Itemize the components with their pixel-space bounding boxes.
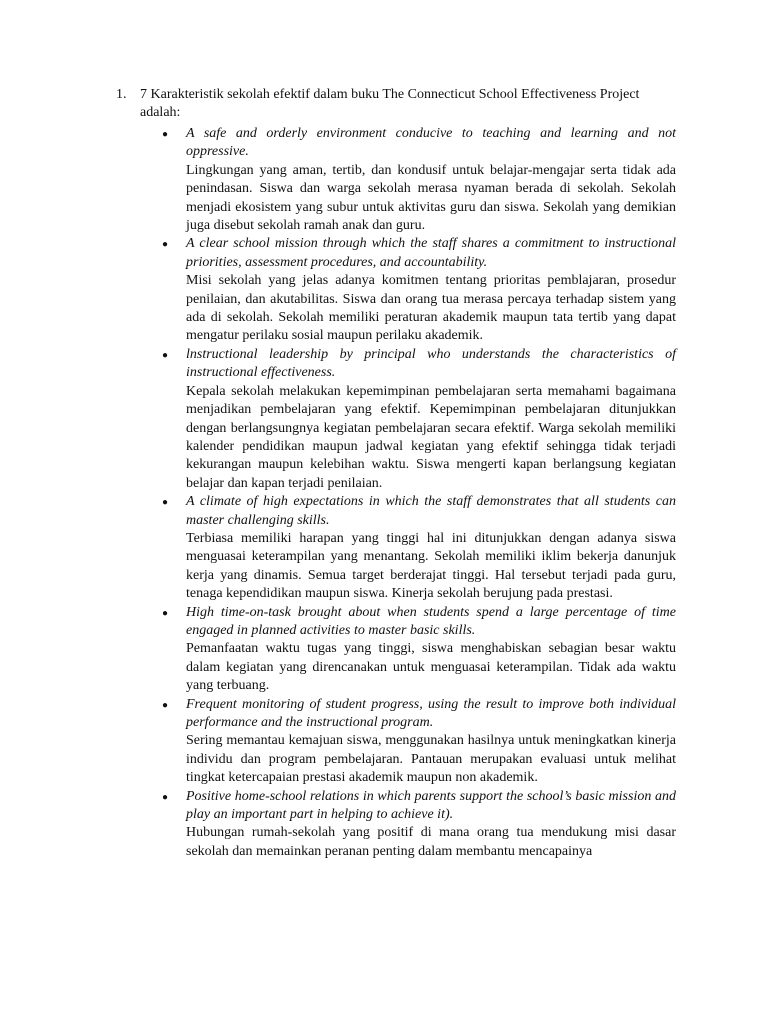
- bullet-point-1: [162, 125, 676, 235]
- bullet-point-3: [162, 346, 676, 493]
- bullet-point-5: [162, 604, 676, 696]
- point-indonesian-text: Kepala sekolah melakukan kepemimpinan pembelajaran serta memahami bagaimana menjadikan pembelajaran yang efektif. Kepemimpinan pembelajaran ditunjukkan dengan berlangsungnya kegiatan pembelajaran secara efektif. Warga sekolah memiliki kalender pendidikan maupun jadwal kegiatan yang efektif sehingga tidak terjadi kekurangan maupun kelebihan waktu. Siswa mengerti kapan berlangsung kegiatan belajar dan kapan terjadi penilaian.: [186, 383, 676, 491]
- bullet-point-4: [162, 493, 676, 603]
- point-english-text: High time-on-task brought about when students spend a large percentage of time engaged in planned activities to master basic skills.: [186, 604, 676, 638]
- point-indonesian-text: Terbiasa memiliki harapan yang tinggi hal ini ditunjukkan dengan adanya siswa menguasai keterampilan yang menantang. Sekolah memiliki iklim bekerja danunjuk kerja yang dinamis. Semua target berderajat tinggi. Hal tersebut terjadi pada guru, tenaga kependidikan maupun siswa. Kinerja sekolah berujung pada prestasi.: [186, 530, 676, 602]
- bullet-icon: ●: [162, 239, 169, 251]
- bullet-icon: ●: [162, 129, 169, 140]
- bullet-icon: ●: [162, 349, 169, 361]
- bullet-icon: ●: [162, 497, 169, 509]
- point-english-text: A safe and orderly environment conducive to teaching and learning and not oppressive.: [186, 126, 676, 160]
- bullet-icon: ●: [162, 791, 169, 803]
- item-title: 7 Karakteristik sekolah efektif dalam buku The Connecticut School Effectiveness Project adalah:: [140, 87, 640, 121]
- point-indonesian-text: Misi sekolah yang jelas adanya komitmen tentang prioritas pemblajaran, prosedur penilaian, dan akutabilitas. Siswa dan orang tua merasa percaya terhadap sistem yang ada di sekolah. Sekolah memiliki peraturan akademik maupun tata tertib yang dapat mengatur perilaku sosial maupun perilaku akademik.: [186, 273, 676, 344]
- point-indonesian-text: Sering memantau kemajuan siswa, menggunakan hasilnya untuk meningkatkan kinerja individu dan program pembelajaran. Pantauan merupakan evaluasi untuk melihat tingkat ketercapaian prestasi akademik maupun non akademik.: [186, 733, 676, 786]
- point-indonesian-text: Lingkungan yang aman, tertib, dan kondusif untuk belajar-mengajar serta tidak ada penindasan. Siswa dan warga sekolah merasa nyaman berada di sekolah. Sekolah menjadi ekosistem yang subur untuk aktivitas guru dan siswa. Sekolah yang demikian juga disebut sekolah ramah anak dan guru.: [186, 162, 676, 234]
- bullet-point-2: [162, 235, 676, 345]
- bullet-icon: ●: [162, 607, 169, 619]
- point-indonesian-text: Hubungan rumah-sekolah yang positif di mana orang tua mendukung misi dasar sekolah dan memainkan peranan penting dalam membantu mencapainya: [186, 825, 676, 859]
- point-english-text: Frequent monitoring of student progress, using the result to improve both individual performance and the instructional program.: [186, 696, 676, 730]
- point-indonesian-text: Pemanfaatan waktu tugas yang tinggi, siswa menghabiskan sebagian besar waktu dalam kegiatan yang direncanakan untuk menguasai keterampilan. Tidak ada waktu yang terbuang.: [186, 641, 676, 694]
- bullet-icon: ●: [162, 699, 169, 711]
- point-english-text: lnstructional leadership by principal who understands the characteristics of instructional effectiveness.: [186, 346, 676, 381]
- point-english-text: A climate of high expectations in which the staff demonstrates that all students can master challenging skills.: [186, 494, 676, 528]
- bullet-list: [162, 125, 676, 861]
- bullet-point-6: [162, 696, 676, 788]
- item-number: 1.: [116, 87, 127, 102]
- point-english-text: Positive home-school relations in which parents support the school’s basic mission and play an important part in helping to achieve it).: [186, 788, 676, 823]
- point-english-text: A clear school mission through which the staff shares a commitment to instructional priorities, assessment procedures, and accountability.: [186, 236, 676, 270]
- bullet-point-7: [162, 788, 676, 862]
